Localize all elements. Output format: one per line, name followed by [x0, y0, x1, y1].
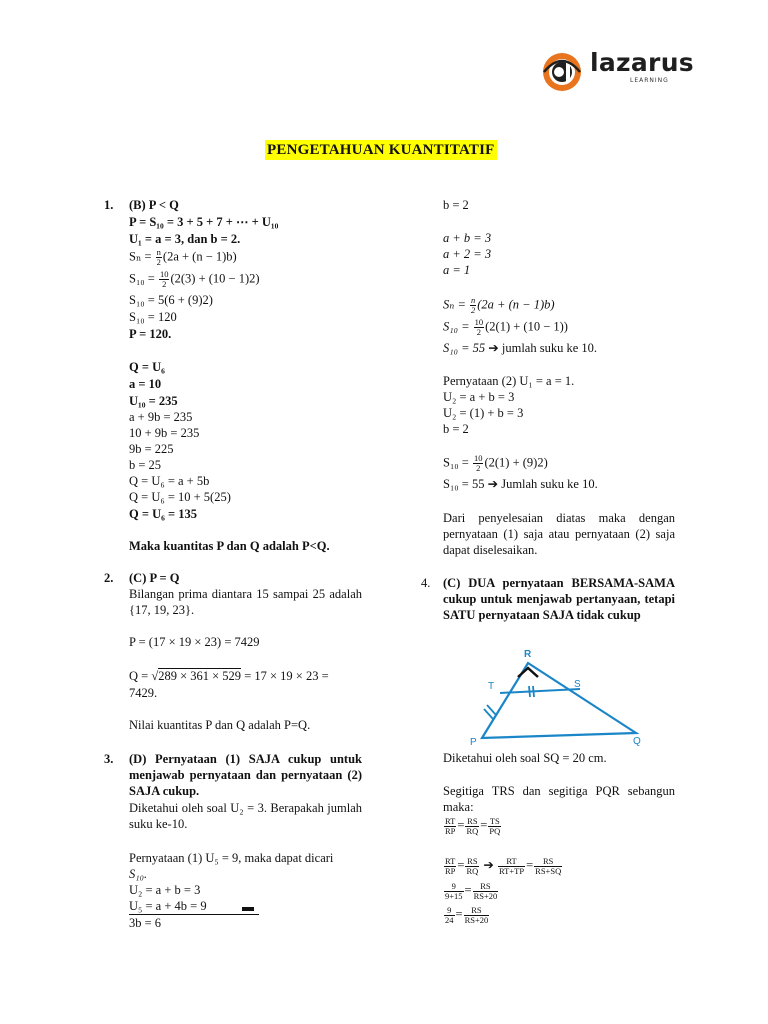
fraction-numerator: 9	[444, 882, 464, 892]
fraction-denominator: 2	[162, 279, 167, 289]
fraction-denominator: RP	[445, 865, 456, 876]
q1-line: Q = U₆ = a + 5b	[129, 474, 210, 488]
fraction-numerator: RS	[464, 906, 490, 916]
c2-line: U₂ = (1) + b = 3	[443, 406, 524, 420]
formula-text: Q =	[129, 669, 152, 683]
fraction-denominator: RS+SQ	[535, 865, 562, 876]
q3-number: 3.	[104, 752, 114, 766]
q3-line: U₅ = a + 4b = 9	[129, 899, 207, 913]
q1-line: P = S₁₀ = 3 + 5 + 7 + ⋯ + U₁₀	[129, 215, 279, 229]
q1-line: a + 9b = 235	[129, 410, 193, 424]
fraction-numerator: RS	[467, 815, 478, 826]
fraction-numerator: RS	[467, 855, 478, 866]
formula-text: (2(1) + (9)2)	[484, 455, 548, 470]
fraction-denominator: 2	[471, 305, 476, 315]
fraction	[474, 318, 485, 337]
triangle-diagram	[470, 645, 660, 750]
tick-mark	[529, 686, 530, 697]
fraction-denominator: RP	[445, 825, 456, 836]
formula-text: (2(3) + (10 − 1)2)	[170, 271, 260, 286]
ratio-row-4	[443, 903, 490, 925]
q3-line: S₁₀.	[129, 867, 148, 881]
q3-answer: (D) Pernyataan (1) SAJA cukup untuk menjawab pernyataan dan pernyataan (2) SAJA cukup.	[129, 752, 362, 798]
fraction	[473, 882, 499, 901]
formula-text: = 17 × 19 × 23 =	[241, 669, 329, 683]
q1-formula	[129, 248, 237, 267]
equals-sign: =	[457, 858, 465, 872]
q2-conclusion: Nilai kuantitas P dan Q adalah P=Q.	[129, 718, 311, 732]
fraction	[534, 857, 562, 876]
fraction-numerator: RT	[445, 815, 456, 826]
q2-number: 2.	[104, 571, 114, 585]
formula-text: S₁₀ = 55	[443, 477, 485, 491]
c2-formula	[443, 318, 568, 337]
result-text: Jumlah suku ke 10.	[501, 477, 598, 491]
fraction-denominator: 9+15	[445, 890, 463, 901]
fraction-numerator: 10	[474, 317, 484, 327]
fraction-denominator: RS+20	[473, 890, 498, 901]
label-r: R	[524, 649, 532, 660]
formula-text: Sₙ =	[443, 297, 470, 312]
q3-text: Diketahui oleh soal U₂ = 3. Berapakah jumlah suku ke-10.	[129, 801, 362, 831]
result-text: jumlah suku ke 10.	[501, 341, 598, 355]
q2-answer: (C) P = Q	[129, 571, 180, 585]
fraction-denominator: 2	[476, 463, 481, 473]
divider-mark	[242, 907, 254, 911]
q1-line: Q = U₆	[129, 360, 165, 374]
logo-name: lazarus	[590, 48, 694, 77]
ratio-row-1	[443, 814, 502, 836]
fraction-numerator: TS	[489, 815, 500, 826]
q1-line: S₁₀ = 120	[129, 310, 177, 324]
equals-sign: =	[526, 858, 534, 872]
fraction	[444, 817, 456, 836]
q3-line: Pernyataan (1) U₅ = 9, maka dapat dicari	[129, 851, 334, 865]
c2-line: a + 2 = 3	[443, 247, 492, 261]
arrow-right-icon: ➔	[488, 341, 499, 355]
q1-formula	[129, 270, 260, 289]
equals-sign: =	[457, 818, 465, 832]
fraction-numerator: RS	[473, 882, 499, 892]
q2-p: P = (17 × 19 × 23) = 7429	[129, 635, 260, 649]
c2-line: a + b = 3	[443, 231, 492, 245]
logo-subtitle: LEARNING	[630, 77, 669, 84]
fraction	[488, 817, 501, 836]
q4-number: 4.	[421, 576, 431, 590]
fraction	[156, 248, 162, 267]
sqrt-icon: √	[151, 669, 159, 683]
c2-line: b = 2	[443, 422, 469, 436]
q1-conclusion: Maka kuantitas P dan Q adalah P<Q.	[129, 539, 330, 553]
formula-text: (2a + (n − 1)b)	[162, 249, 237, 264]
equals-sign: =	[455, 907, 463, 921]
c2-line: a = 1	[443, 263, 471, 277]
equals-sign: =	[480, 818, 488, 832]
arrow-right-icon: ➔	[487, 477, 499, 491]
c2-formula	[443, 454, 548, 473]
page-title: PENGETAHUAN KUANTITATIF	[267, 142, 495, 158]
q4-answer: (C) DUA pernyataan BERSAMA-SAMA cukup untuk menjawab pertanyaan, tetapi SATU pernyataan SAJA tidak cukup	[443, 576, 675, 622]
c2-conclusion: Dari penyelesaian diatas maka dengan pernyataan (1) saja atau pernyataan (2) saja dapat diselesaikan.	[443, 511, 675, 557]
arrow-right-icon: ➔	[480, 858, 498, 872]
triangle-pqr	[482, 663, 636, 738]
fraction-denominator: 2	[476, 327, 482, 337]
fraction	[444, 857, 456, 876]
lazarus-logo-icon	[540, 48, 586, 94]
fraction	[470, 296, 476, 315]
ratio-row-2	[443, 854, 563, 876]
brand-logo	[540, 46, 694, 96]
q1-line: Q = U₆ = 135	[129, 507, 197, 521]
formula-text: S₁₀ =	[129, 271, 158, 286]
fraction-denominator: 24	[445, 914, 454, 925]
q4-given: Diketahui oleh soal SQ = 20 cm.	[443, 751, 607, 765]
q1-line: a = 10	[129, 377, 162, 391]
q1-line: S₁₀ = 5(6 + (9)2)	[129, 293, 213, 307]
fraction-numerator: RS	[534, 857, 562, 867]
q3-line: U₂ = a + b = 3	[129, 883, 201, 897]
fraction-numerator: n	[471, 295, 476, 305]
c2-result	[443, 340, 597, 356]
radicand: 289 × 361 × 529	[158, 669, 242, 683]
q1-line: U₁ = a = 3, dan b = 2.	[129, 232, 241, 246]
fraction-numerator: RT	[445, 855, 456, 866]
equals-sign: =	[464, 883, 472, 897]
fraction	[465, 857, 479, 876]
q2-q-end: 7429.	[129, 686, 158, 700]
ratio-row-3	[443, 879, 499, 901]
q1-line: Q = U₆ = 10 + 5(25)	[129, 490, 231, 504]
fraction	[498, 857, 525, 876]
c2-formula	[443, 296, 555, 315]
fraction-numerator: 10	[159, 269, 169, 279]
q1-answer: (B) P < Q	[129, 198, 179, 212]
tick-mark	[533, 686, 534, 697]
fraction-denominator: RT+TP	[499, 865, 525, 876]
q3-line: 3b = 6	[129, 916, 162, 930]
fraction	[159, 270, 170, 289]
fraction-numerator: n	[156, 247, 161, 257]
formula-text: S₁₀ = 55	[443, 341, 486, 355]
formula-text: S₁₀ =	[443, 455, 472, 470]
q1-number: 1.	[104, 198, 114, 212]
fraction-denominator: RS+20	[464, 914, 489, 925]
fraction-denominator: PQ	[489, 825, 501, 836]
fraction-denominator: RQ	[466, 825, 479, 836]
c2-line: Pernyataan (2) U₁ = a = 1.	[443, 374, 575, 388]
label-s: S	[574, 679, 581, 690]
fraction	[465, 817, 479, 836]
label-p: P	[470, 737, 477, 748]
q1-line: b = 25	[129, 458, 162, 472]
q4-similar: Segitiga TRS dan segitiga PQR sebangun maka:	[443, 784, 675, 814]
fraction-numerator: RT	[498, 857, 525, 867]
label-q: Q	[633, 736, 641, 747]
q1-line: 10 + 9b = 235	[129, 426, 200, 440]
q1-line: P = 120.	[129, 327, 172, 341]
q1-line: U₁₀ = 235	[129, 394, 178, 408]
fraction	[464, 906, 490, 925]
c2-result	[443, 476, 598, 492]
fraction-denominator: 2	[156, 257, 161, 267]
formula-text: Sₙ =	[129, 249, 155, 264]
fraction-numerator: 10	[473, 453, 483, 463]
c2-line: U₂ = a + b = 3	[443, 390, 515, 404]
q2-q	[129, 668, 329, 684]
formula-text: (2a + (n − 1)b)	[477, 297, 555, 312]
formula-text: (2(1) + (10 − 1))	[485, 319, 568, 334]
q1-line: 9b = 225	[129, 442, 174, 456]
fraction	[444, 882, 464, 901]
fraction	[473, 454, 484, 473]
fraction-denominator: RQ	[466, 865, 479, 876]
q2-text: Bilangan prima diantara 15 sampai 25 adalah {17, 19, 23}.	[129, 587, 362, 617]
c2-line: b = 2	[443, 198, 469, 212]
formula-text: S₁₀ =	[443, 319, 473, 334]
label-t: T	[488, 681, 495, 692]
fraction-numerator: 9	[444, 906, 455, 916]
fraction	[444, 906, 455, 925]
